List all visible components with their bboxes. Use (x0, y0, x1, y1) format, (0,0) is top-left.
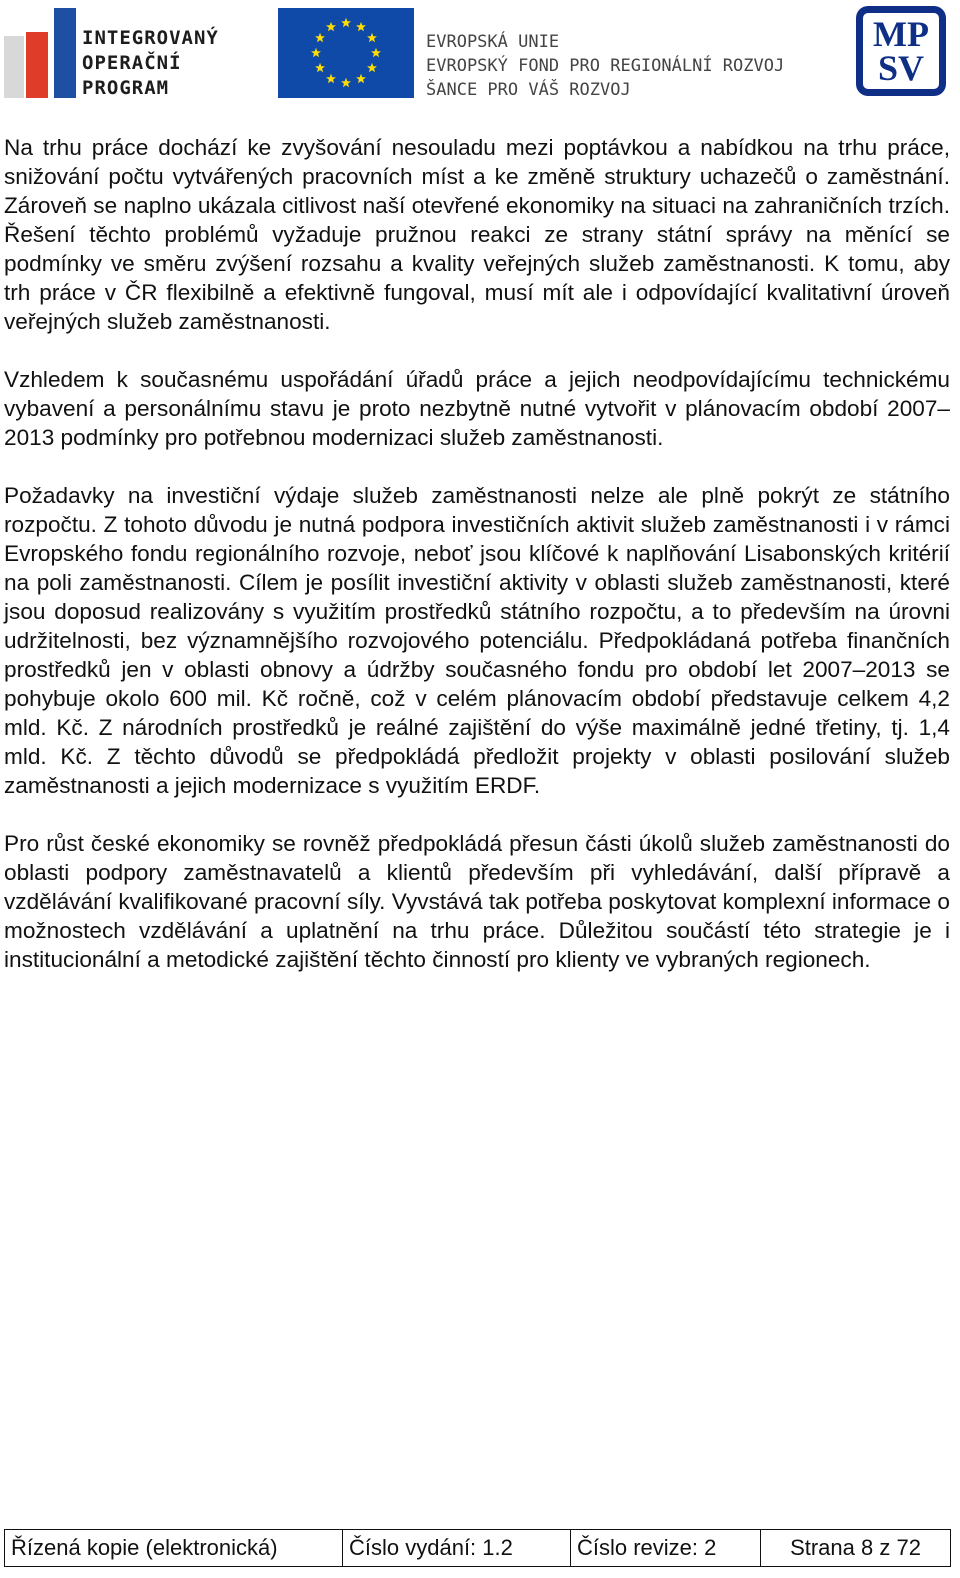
footer-edition-number: Číslo vydání: 1.2 (343, 1530, 571, 1566)
eu-star-icon (341, 78, 351, 87)
paragraph-1: Na trhu práce dochází ke zvyšování nesouladu mezi poptávkou a nabídkou na trhu práce, snižování počtu vytvářených pracovních míst a ke změně struktury uchazečů o zaměstnání. Zároveň se naplno ukázala citlivost naší otevřené ekonomiky na situaci na zahraničních trzích. Řešení těchto problémů vyžaduje pružnou reakci ze strany státní správy na měnící se podmínky ve směru zvýšení rozsahu a kvality veřejných služeb zaměstnanosti. K tomu, aby trh práce v ČR flexibilně a efektivně fungoval, musí mít ale i odpovídající kvalitativní úroveň veřejných služeb zaměstnanosti. (4, 135, 950, 334)
eu-star-icon (341, 18, 351, 27)
iop-logo-line-1: INTEGROVANÝ (82, 27, 219, 49)
eu-stars-icon (278, 8, 414, 98)
paragraph-3: Požadavky na investiční výdaje služeb zaměstnanosti nelze ale plně pokrýt ze státního rozpočtu. Z tohoto důvodu je nutná podpora investičních aktivit služeb zaměstnanosti i v rámci Evropského fondu regionálního rozvoje, neboť jsou klíčové k naplňování Lisabonských kritérií na poli zaměstnanosti. Cílem je posílit investiční aktivity v oblasti služeb zaměstnanosti, které jsou doposud realizovány s využitím prostředků státního rozpočtu, a to především na úrovni udržitelnosti, bez významnějšího rozvojového potenciálu. Předpokládaná potřeba finančních prostředků jen v oblasti obnovy a údržby současného fondu pro období let 2007–2013 se pohybuje okolo 600 mil. Kč ročně, což v celém plánovacím období představuje celkem 4,2 mld. Kč. Z národních prostředků je reálné zajištění do výše maximálně jedné třetiny, tj. 1,4 mld. Kč. Z těchto důvodů se předpokládá předložit projekty v oblasti posilování služeb zaměstnanosti a jejich modernizace s využitím ERDF. (4, 483, 950, 798)
eu-star-icon (311, 48, 321, 57)
eu-star-icon (367, 63, 377, 72)
page-header (0, 0, 960, 110)
eu-star-icon (326, 74, 336, 83)
eu-star-icon (315, 63, 325, 72)
eu-star-icon (356, 74, 366, 83)
document-footer-table (4, 1529, 951, 1567)
iop-bar-gray (4, 36, 24, 98)
paragraph-2: Vzhledem k současnému uspořádání úřadů práce a jejich neodpovídajícímu technickému vybavení a personálnímu stavu je proto nezbytně nutné vytvořit v plánovacím období 2007–2013 podmínky pro potřebnou modernizaci služeb zaměstnanosti. (4, 367, 950, 450)
mpsv-logo-top: MP (873, 14, 929, 54)
paragraph-4: Pro růst české ekonomiky se rovněž předpokládá přesun části úkolů služeb zaměstnanosti do oblasti podpory zaměstnavatelů a klientů především při vyhledávání, další přípravě a vzdělávání kvalifikované pracovní síly. Vyvstává tak potřeba poskytovat komplexní informace o možnostech vzdělávání a uplatnění na trhu práce. Důležitou součástí této strategie je i institucionální a metodické zajištění těchto činností pro klienty ve vybraných regionech. (4, 831, 950, 972)
eu-logo-line-3: ŠANCE PRO VÁŠ ROZVOJ (426, 80, 631, 100)
iop-bar-red (26, 32, 48, 98)
iop-logo (4, 8, 244, 98)
eu-logo-line-1: EVROPSKÁ UNIE (426, 32, 560, 52)
eu-star-icon (315, 33, 325, 42)
footer-copy-type: Řízená kopie (elektronická) (5, 1530, 343, 1566)
footer-page-number: Strana 8 z 72 (790, 1535, 921, 1560)
eu-star-icon (371, 48, 381, 57)
mpsv-logo-inner (860, 10, 942, 92)
eu-star-icon (326, 22, 336, 31)
iop-bar-blue (54, 8, 76, 98)
mpsv-logo (856, 6, 946, 96)
eu-flag-icon (278, 8, 414, 98)
footer-revision-number: Číslo revize: 2 (571, 1530, 761, 1566)
eu-star-icon (356, 22, 366, 31)
iop-logo-line-2: OPERAČNÍ (82, 52, 182, 74)
iop-logo-line-3: PROGRAM (82, 77, 170, 99)
mpsv-logo-bottom: SV (877, 48, 925, 88)
eu-star-icon (367, 33, 377, 42)
eu-logo-text (426, 30, 784, 102)
document-body (4, 133, 950, 1003)
iop-logo-text (82, 26, 219, 101)
eu-logo-line-2: EVROPSKÝ FOND PRO REGIONÁLNÍ ROZVOJ (426, 56, 785, 76)
iop-logo-bars (4, 8, 74, 98)
